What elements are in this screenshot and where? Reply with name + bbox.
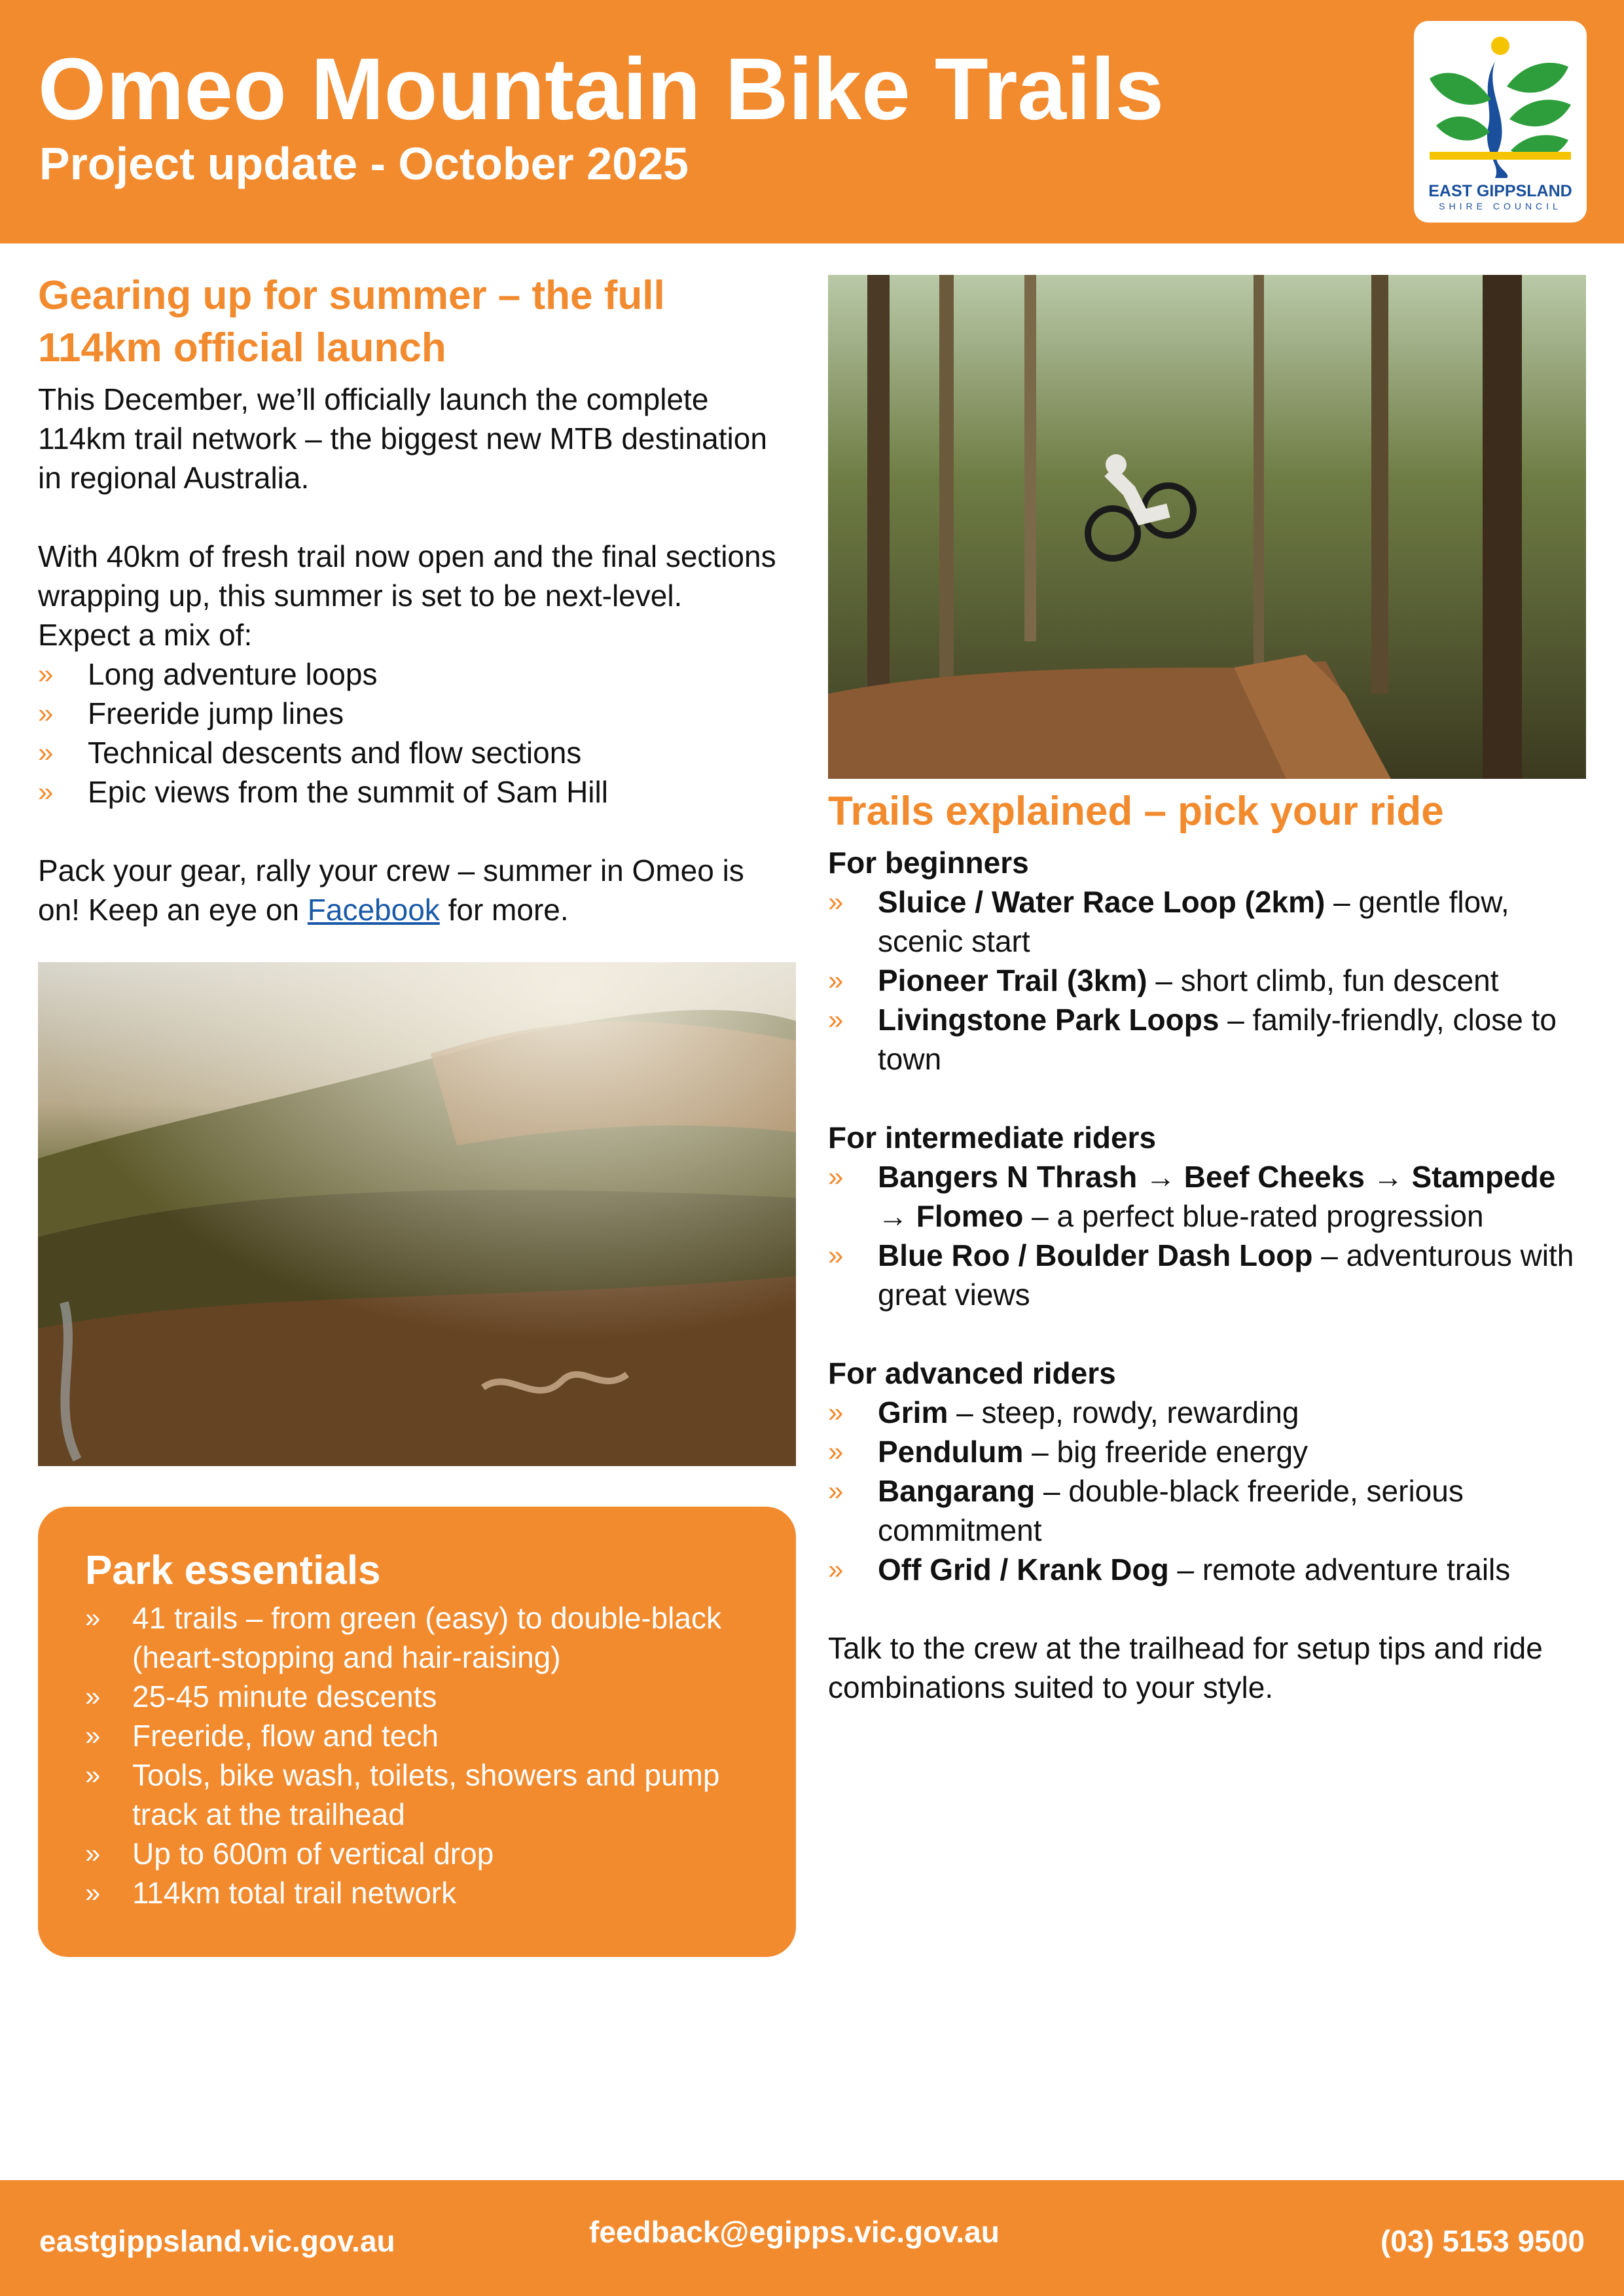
freeride-jump-photo: [828, 275, 1586, 779]
list-item: » Freeride jump lines: [38, 694, 771, 733]
list-item: » Epic views from the summit of Sam Hill: [38, 772, 771, 812]
list-item: » Livingstone Park Loops – family-friendly, close to town: [828, 1000, 1587, 1079]
chevron-icon: »: [85, 1838, 101, 1869]
chevron-icon: »: [828, 1436, 844, 1467]
trails-explained-section: [828, 785, 1587, 1707]
chevron-icon: »: [38, 737, 54, 768]
intro-paragraph-3: Pack your gear, rally your crew – summer in Omeo is on! Keep an eye on Facebook for more.: [38, 853, 744, 927]
list-item: » 114km total trail network: [85, 1873, 757, 1912]
list-item: » Bangers N Thrash → Beef Cheeks → Stampede → Flomeo – a perfect blue-rated progression: [828, 1157, 1587, 1236]
chevron-icon: »: [85, 1759, 101, 1790]
footer-phone[interactable]: (03) 5153 9500: [1380, 2224, 1585, 2258]
advanced-list: [828, 1393, 1587, 1589]
list-item: » Pendulum – big freeride energy: [828, 1432, 1587, 1471]
council-logo: [1414, 21, 1587, 223]
chevron-icon: »: [828, 1475, 844, 1506]
footer-email-link[interactable]: feedback@egipps.vic.gov.au: [589, 2215, 1000, 2249]
list-item: » Up to 600m of vertical drop: [85, 1834, 757, 1873]
intro-paragraph-2: With 40km of fresh trail now open and the final sections wrapping up, this summer is set to be next-level. Expect a mix of:: [38, 539, 776, 652]
list-item: » Tools, bike wash, toilets, showers and pump track at the trailhead: [85, 1755, 727, 1834]
chevron-icon: »: [85, 1602, 101, 1633]
chevron-icon: »: [85, 1877, 101, 1908]
chevron-icon: »: [38, 776, 54, 807]
intermediate-list: [828, 1157, 1587, 1314]
essentials-list: [85, 1598, 757, 1912]
chevron-icon: »: [38, 698, 54, 728]
page-title: Omeo Mountain Bike Trails: [38, 41, 1164, 138]
list-item: » 25-45 minute descents: [85, 1677, 757, 1716]
essentials-title: Park essentials: [85, 1548, 381, 1593]
footer-bar: [0, 2180, 1624, 2296]
chevron-icon: »: [38, 658, 54, 689]
list-item: » Grim – steep, rowdy, rewarding: [828, 1393, 1587, 1432]
intro-heading-line1: Gearing up for summer – the full: [38, 273, 665, 318]
list-item: » Off Grid / Krank Dog – remote adventure trails: [828, 1550, 1587, 1589]
logo-text-line2: SHIRE COUNCIL: [1439, 201, 1562, 211]
park-essentials-box: [38, 1507, 796, 1957]
logo-text-line1: EAST GIPPSLAND: [1428, 182, 1572, 200]
list-item: » Technical descents and flow sections: [38, 733, 771, 772]
intro-heading-line2: 114km official launch: [38, 325, 446, 370]
list-item: » Freeride, flow and tech: [85, 1716, 757, 1755]
beginners-list: [828, 882, 1587, 1079]
list-item: » 41 trails – from green (easy) to double-black (heart-stopping and hair-raising): [85, 1598, 727, 1677]
intro-heading: [38, 270, 771, 374]
intro-paragraph-1: This December, we’ll officially launch the complete 114km trail network – the biggest new MTB destination in regional Australia.: [38, 382, 767, 495]
trails-closing-text: Talk to the crew at the trailhead for setup tips and ride combinations suited to your style.: [828, 1631, 1543, 1704]
chevron-icon: »: [85, 1681, 101, 1712]
chevron-icon: »: [828, 1397, 844, 1427]
intermediate-title: For intermediate riders: [828, 1121, 1157, 1155]
trails-heading: Trails explained – pick your ride: [828, 789, 1444, 834]
chevron-icon: »: [85, 1720, 101, 1751]
chevron-icon: »: [828, 886, 844, 917]
list-item: » Sluice / Water Race Loop (2km) – gentle flow, scenic start: [828, 882, 1587, 961]
list-item: » Pioneer Trail (3km) – short climb, fun descent: [828, 961, 1587, 1000]
chevron-icon: »: [828, 1161, 844, 1192]
header-banner: [0, 0, 1624, 243]
chevron-icon: »: [828, 1240, 844, 1270]
intro-bullet-list: [38, 655, 771, 812]
chevron-icon: »: [828, 1004, 844, 1035]
footer-website-link[interactable]: eastgippsland.vic.gov.au: [39, 2224, 395, 2258]
facebook-link[interactable]: Facebook: [307, 893, 440, 927]
intro-section: [38, 270, 776, 929]
page-subtitle: Project update - October 2025: [39, 138, 689, 189]
list-item: » Bangarang – double-black freeride, serious commitment: [828, 1471, 1587, 1550]
chevron-icon: »: [828, 1554, 844, 1585]
list-item: » Long adventure loops: [38, 655, 771, 694]
aerial-valley-photo: [38, 962, 796, 1466]
beginners-title: For beginners: [828, 846, 1029, 880]
list-item: » Blue Roo / Boulder Dash Loop – adventurous with great views: [828, 1236, 1587, 1314]
chevron-icon: »: [828, 965, 844, 996]
advanced-title: For advanced riders: [828, 1356, 1116, 1390]
